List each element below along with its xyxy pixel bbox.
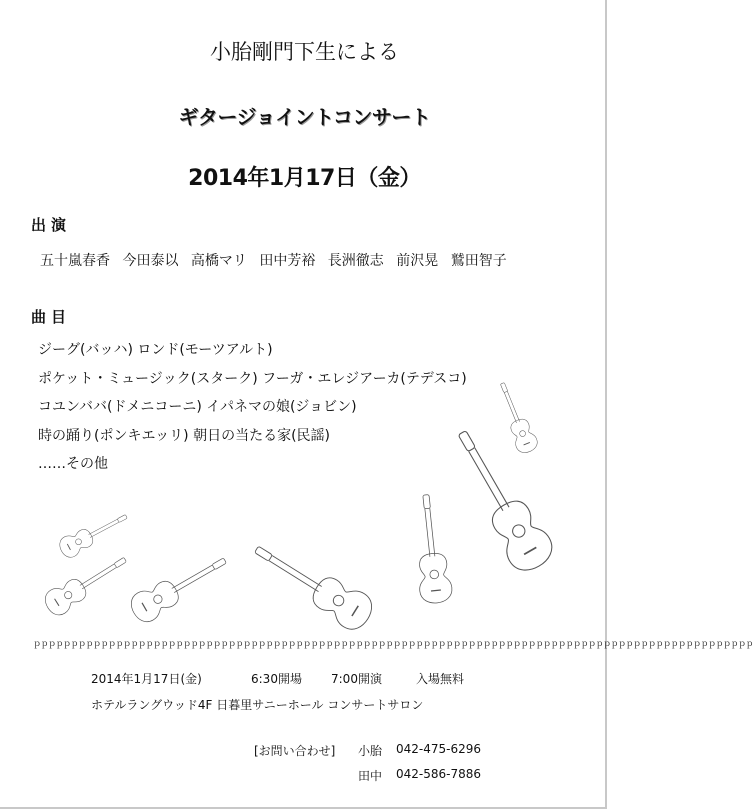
start-time: 7:00開演: [331, 672, 382, 686]
program-heading: 曲目: [31, 308, 72, 326]
guitar-icon: [56, 507, 131, 561]
guitar-icon: [41, 548, 133, 619]
guitar-icon: [410, 493, 453, 604]
program-line: 時の踊り(ポンキエッリ) 朝日の当たる家(民謡): [38, 427, 331, 444]
contact-label: [お問い合わせ]: [254, 744, 336, 758]
performers-heading: 出演: [31, 216, 72, 234]
admission-note: 入場無料: [416, 672, 465, 686]
program-line: ……その他: [38, 456, 108, 472]
program-line: ポケット・ミュージック(スターク) フーガ・エレジアーカ(テデスコ): [38, 370, 467, 387]
guitar-icon: [126, 547, 233, 627]
program-line: コユンババ(ドメニコーニ) イパネマの娘(ジョビン): [38, 399, 357, 415]
concert-title: ギタージョイントコンサート: [178, 105, 431, 129]
guitar-icon: [246, 533, 378, 636]
program-line: ジーグ(バッハ) ロンド(モーツアルト): [38, 342, 273, 358]
venue: ホテルラングウッド4F 日暮里サニーホール コンサートサロン: [91, 698, 424, 712]
event-date: 2014年1月17日(金): [91, 672, 202, 686]
contact-phone-1: 042-475-6296: [396, 742, 482, 756]
guitar-icon: [442, 421, 559, 577]
concert-date-heading: 2014年1月17日（金）: [188, 166, 421, 191]
doors-open-time: 6:30開場: [251, 672, 302, 686]
guitar-icon: [492, 379, 540, 455]
contact-name-1: 小胎: [358, 744, 383, 758]
title-line-1: 小胎剛門下生による: [210, 40, 399, 64]
contact-name-2: 田中: [358, 769, 383, 783]
contact-phone-2: 042-586-7886: [396, 767, 482, 781]
performers-list: 五十嵐春香 今田泰以 高橋マリ 田中芳裕 長洲徹志 前沢晃 鷲田智子: [40, 253, 507, 269]
decorative-divider: ｐｐｐｐｐｐｐｐｐｐｐｐｐｐｐｐｐｐｐｐｐｐｐｐｐｐｐｐｐｐｐｐｐｐｐｐｐｐｐｐｐｐｐｐｐｐｐｐｐｐｐｐｐｐｐｐｐｐｐｐｐｐｐｐｐｐｐｐｐｐｐｐｐｐｐｐｐｐｐｐｐｐｐｐｐｐｐｐｐｐｐｐｐｐｐｐ: [33, 639, 753, 648]
